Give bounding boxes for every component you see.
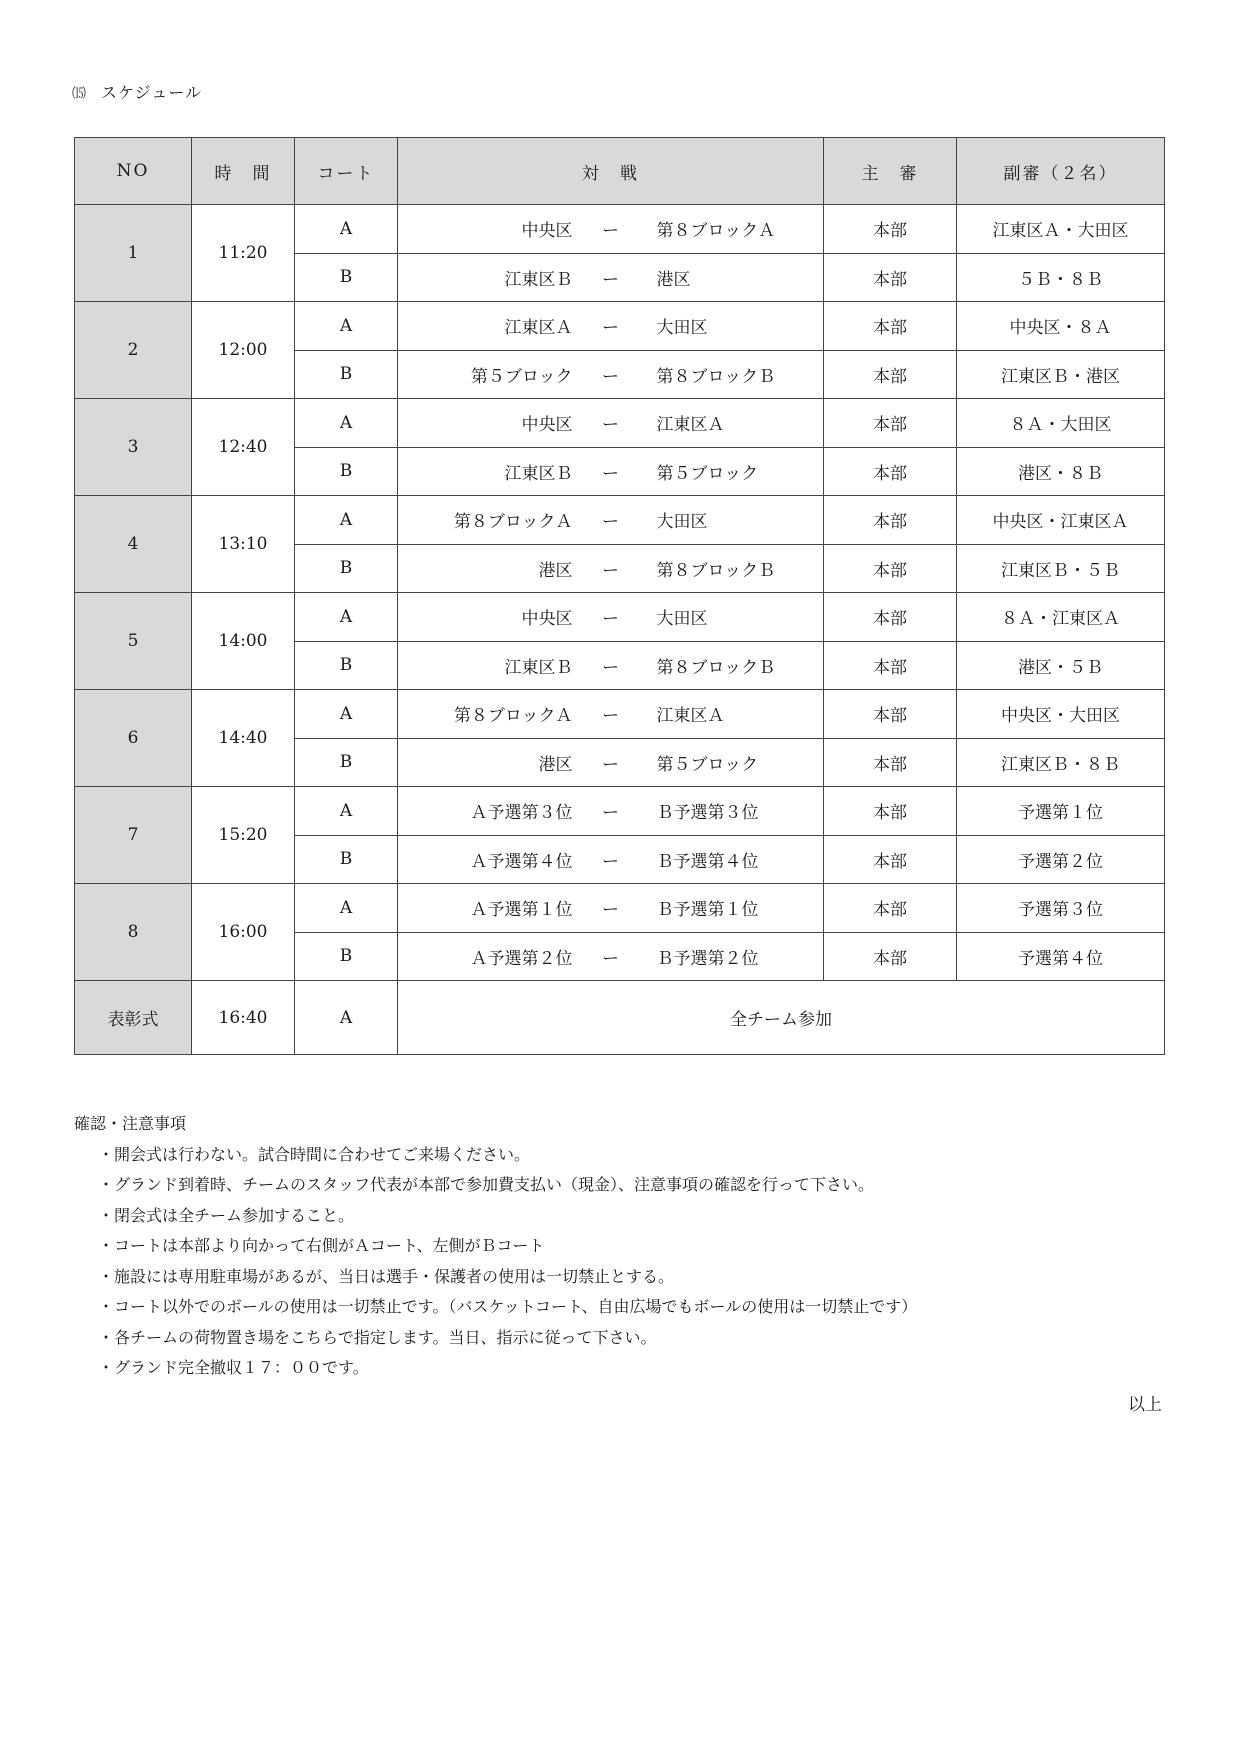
award-label: 表彰式 — [75, 981, 192, 1055]
versus-separator: ー — [602, 851, 619, 872]
court-cell: A — [295, 496, 398, 545]
table-row — [75, 302, 1165, 351]
versus-separator: ー — [602, 900, 619, 921]
home-team: 第５ブロック — [470, 366, 573, 387]
table-row — [75, 399, 1165, 448]
round-no: 8 — [75, 884, 192, 981]
round-no: 5 — [75, 593, 192, 690]
section-number: ⒂ — [72, 86, 87, 102]
court-cell: A — [295, 205, 398, 254]
away-team: 大田区 — [656, 318, 708, 339]
referee-cell: 本部 — [824, 641, 957, 690]
referee-cell: 本部 — [824, 593, 957, 642]
referee-cell: 本部 — [824, 884, 957, 933]
assistant-referees-cell: 予選第１位 — [957, 787, 1165, 836]
closing-text: 以上 — [1128, 1395, 1162, 1415]
home-team: 中央区 — [521, 221, 573, 242]
round-time: 15:20 — [192, 787, 295, 884]
versus-separator: ー — [602, 560, 619, 581]
note-item: ・施設には専用駐車場があるが、当日は選手・保護者の使用は一切禁止とする。 — [98, 1266, 675, 1286]
home-team: 江東区Ｂ — [504, 463, 573, 484]
versus-separator: ー — [602, 366, 619, 387]
match-pairing — [398, 410, 823, 435]
match-cell — [398, 302, 824, 351]
match-cell — [398, 496, 824, 545]
versus-separator: ー — [602, 657, 619, 678]
match-cell — [398, 593, 824, 642]
versus-separator: ー — [602, 512, 619, 533]
table-row — [75, 593, 1165, 642]
match-cell — [398, 884, 824, 933]
assistant-referees-cell: 中央区・大田区 — [957, 690, 1165, 739]
round-time: 14:40 — [192, 690, 295, 787]
award-participants: 全チーム参加 — [398, 981, 1165, 1055]
court-cell: B — [295, 544, 398, 593]
home-team: 中央区 — [521, 609, 573, 630]
match-pairing — [398, 216, 823, 241]
away-team: 第８ブロックＢ — [656, 366, 776, 387]
assistant-referees-cell: 予選第２位 — [957, 835, 1165, 884]
court-cell: B — [295, 835, 398, 884]
referee-cell: 本部 — [824, 447, 957, 496]
match-pairing — [398, 556, 823, 581]
match-cell — [398, 350, 824, 399]
referee-cell: 本部 — [824, 496, 957, 545]
match-cell — [398, 399, 824, 448]
section-heading — [72, 80, 202, 103]
match-cell — [398, 447, 824, 496]
assistant-referees-cell: 江東区Ａ・大田区 — [957, 205, 1165, 254]
home-team: 第８ブロックＡ — [453, 512, 573, 533]
match-pairing — [398, 265, 823, 290]
versus-separator: ー — [602, 463, 619, 484]
versus-separator: ー — [602, 803, 619, 824]
away-team: Ｂ予選第２位 — [656, 948, 759, 969]
award-time: 16:40 — [192, 981, 295, 1055]
home-team: 江東区Ａ — [504, 318, 573, 339]
note-item: ・開会式は行わない。試合時間に合わせてご来場ください。 — [98, 1144, 531, 1164]
assistant-referees-cell: 江東区Ｂ・８Ｂ — [957, 738, 1165, 787]
assistant-referees-cell: 予選第４位 — [957, 932, 1165, 981]
away-team: Ｂ予選第４位 — [656, 851, 759, 872]
away-team: 江東区Ａ — [656, 415, 725, 436]
home-team: 第８ブロックＡ — [453, 706, 573, 727]
notes-section — [74, 1109, 917, 1384]
note-item: ・グランド到着時、チームのスタッフ代表が本部で参加費支払い（現金）、注意事項の確認を行って下さい。 — [98, 1175, 875, 1194]
referee-cell: 本部 — [824, 544, 957, 593]
court-cell: B — [295, 350, 398, 399]
round-time: 14:00 — [192, 593, 295, 690]
header-court: コート — [295, 138, 398, 205]
match-cell — [398, 835, 824, 884]
note-item: ・グランド完全撤収１７：００です。 — [98, 1358, 369, 1377]
away-team: 大田区 — [656, 512, 708, 533]
court-cell: B — [295, 447, 398, 496]
court-cell: A — [295, 787, 398, 836]
match-pairing — [398, 459, 823, 484]
round-no: 3 — [75, 399, 192, 496]
round-no: 1 — [75, 205, 192, 302]
referee-cell: 本部 — [824, 787, 957, 836]
round-time: 12:40 — [192, 399, 295, 496]
home-team: 港区 — [538, 560, 573, 581]
table-row — [75, 787, 1165, 836]
match-cell — [398, 253, 824, 302]
versus-separator: ー — [602, 609, 619, 630]
match-pairing — [398, 944, 823, 969]
match-pairing — [398, 750, 823, 775]
header-assistant-referees: 副審（２名） — [957, 138, 1165, 205]
schedule-header-row — [75, 138, 1165, 205]
away-team: 第８ブロックＡ — [656, 221, 776, 242]
away-team: 第５ブロック — [656, 463, 759, 484]
referee-cell: 本部 — [824, 253, 957, 302]
away-team: 江東区Ａ — [656, 706, 725, 727]
match-pairing — [398, 895, 823, 920]
referee-cell: 本部 — [824, 399, 957, 448]
header-time: 時 間 — [192, 138, 295, 205]
match-pairing — [398, 798, 823, 823]
referee-cell: 本部 — [824, 738, 957, 787]
round-time: 12:00 — [192, 302, 295, 399]
match-cell — [398, 205, 824, 254]
home-team: Ａ予選第３位 — [470, 803, 573, 824]
match-cell — [398, 787, 824, 836]
match-pairing — [398, 604, 823, 629]
round-no: 4 — [75, 496, 192, 593]
header-match: 対 戦 — [398, 138, 824, 205]
header-no: NO — [75, 138, 192, 205]
note-item: ・コートは本部より向かって右側がＡコート、左側がＢコート — [98, 1236, 545, 1255]
court-cell: A — [295, 399, 398, 448]
assistant-referees-cell: 中央区・８Ａ — [957, 302, 1165, 351]
table-row — [75, 884, 1165, 933]
schedule-table — [74, 137, 1165, 1055]
match-pairing — [398, 507, 823, 532]
round-time: 13:10 — [192, 496, 295, 593]
match-pairing — [398, 701, 823, 726]
notes-list — [74, 1140, 917, 1384]
home-team: Ａ予選第４位 — [470, 851, 573, 872]
assistant-referees-cell: ８Ａ・大田区 — [957, 399, 1165, 448]
versus-separator: ー — [602, 269, 619, 290]
court-cell: B — [295, 738, 398, 787]
award-court: A — [295, 981, 398, 1055]
home-team: Ａ予選第１位 — [470, 900, 573, 921]
referee-cell: 本部 — [824, 690, 957, 739]
match-cell — [398, 738, 824, 787]
match-pairing — [398, 653, 823, 678]
home-team: Ａ予選第２位 — [470, 948, 573, 969]
versus-separator: ー — [602, 754, 619, 775]
away-team: 第５ブロック — [656, 754, 759, 775]
note-item: ・閉会式は全チーム参加すること。 — [98, 1205, 355, 1225]
referee-cell: 本部 — [824, 835, 957, 884]
away-team: Ｂ予選第３位 — [656, 803, 759, 824]
note-item: ・各チームの荷物置き場をこちらで指定します。当日、指示に従って下さい。 — [98, 1327, 657, 1347]
schedule-body — [75, 205, 1165, 1055]
court-cell: A — [295, 690, 398, 739]
match-cell — [398, 690, 824, 739]
assistant-referees-cell: 中央区・江東区Ａ — [957, 496, 1165, 545]
referee-cell: 本部 — [824, 932, 957, 981]
court-cell: B — [295, 932, 398, 981]
match-pairing — [398, 313, 823, 338]
away-team: 第８ブロックＢ — [656, 657, 776, 678]
referee-cell: 本部 — [824, 205, 957, 254]
round-no: 6 — [75, 690, 192, 787]
away-team: Ｂ予選第１位 — [656, 900, 759, 921]
table-row — [75, 690, 1165, 739]
assistant-referees-cell: ５Ｂ・８Ｂ — [957, 253, 1165, 302]
assistant-referees-cell: 江東区Ｂ・５Ｂ — [957, 544, 1165, 593]
match-cell — [398, 641, 824, 690]
match-pairing — [398, 847, 823, 872]
away-team: 大田区 — [656, 609, 708, 630]
versus-separator: ー — [602, 221, 619, 242]
assistant-referees-cell: ８Ａ・江東区Ａ — [957, 593, 1165, 642]
versus-separator: ー — [602, 706, 619, 727]
away-team: 港区 — [656, 269, 691, 290]
assistant-referees-cell: 予選第３位 — [957, 884, 1165, 933]
home-team: 中央区 — [521, 415, 573, 436]
table-row — [75, 496, 1165, 545]
court-cell: A — [295, 593, 398, 642]
referee-cell: 本部 — [824, 350, 957, 399]
table-row — [75, 205, 1165, 254]
away-team: 第８ブロックＢ — [656, 560, 776, 581]
assistant-referees-cell: 港区・５Ｂ — [957, 641, 1165, 690]
round-no: 2 — [75, 302, 192, 399]
court-cell: B — [295, 641, 398, 690]
award-row — [75, 981, 1165, 1055]
court-cell: B — [295, 253, 398, 302]
assistant-referees-cell: 港区・８Ｂ — [957, 447, 1165, 496]
round-no: 7 — [75, 787, 192, 884]
home-team: 江東区Ｂ — [504, 269, 573, 290]
versus-separator: ー — [602, 318, 619, 339]
versus-separator: ー — [602, 415, 619, 436]
referee-cell: 本部 — [824, 302, 957, 351]
header-referee: 主 審 — [824, 138, 957, 205]
match-cell — [398, 544, 824, 593]
home-team: 港区 — [538, 754, 573, 775]
round-time: 16:00 — [192, 884, 295, 981]
match-pairing — [398, 362, 823, 387]
section-title: スケジュール — [101, 83, 203, 102]
home-team: 江東区Ｂ — [504, 657, 573, 678]
versus-separator: ー — [602, 948, 619, 969]
assistant-referees-cell: 江東区Ｂ・港区 — [957, 350, 1165, 399]
notes-title: 確認・注意事項 — [74, 1114, 187, 1133]
note-item: ・コート以外でのボールの使用は一切禁止です。（バスケットコート、自由広場でもボールの使用は一切禁止です） — [98, 1297, 918, 1316]
court-cell: A — [295, 884, 398, 933]
round-time: 11:20 — [192, 205, 295, 302]
court-cell: A — [295, 302, 398, 351]
match-cell — [398, 932, 824, 981]
